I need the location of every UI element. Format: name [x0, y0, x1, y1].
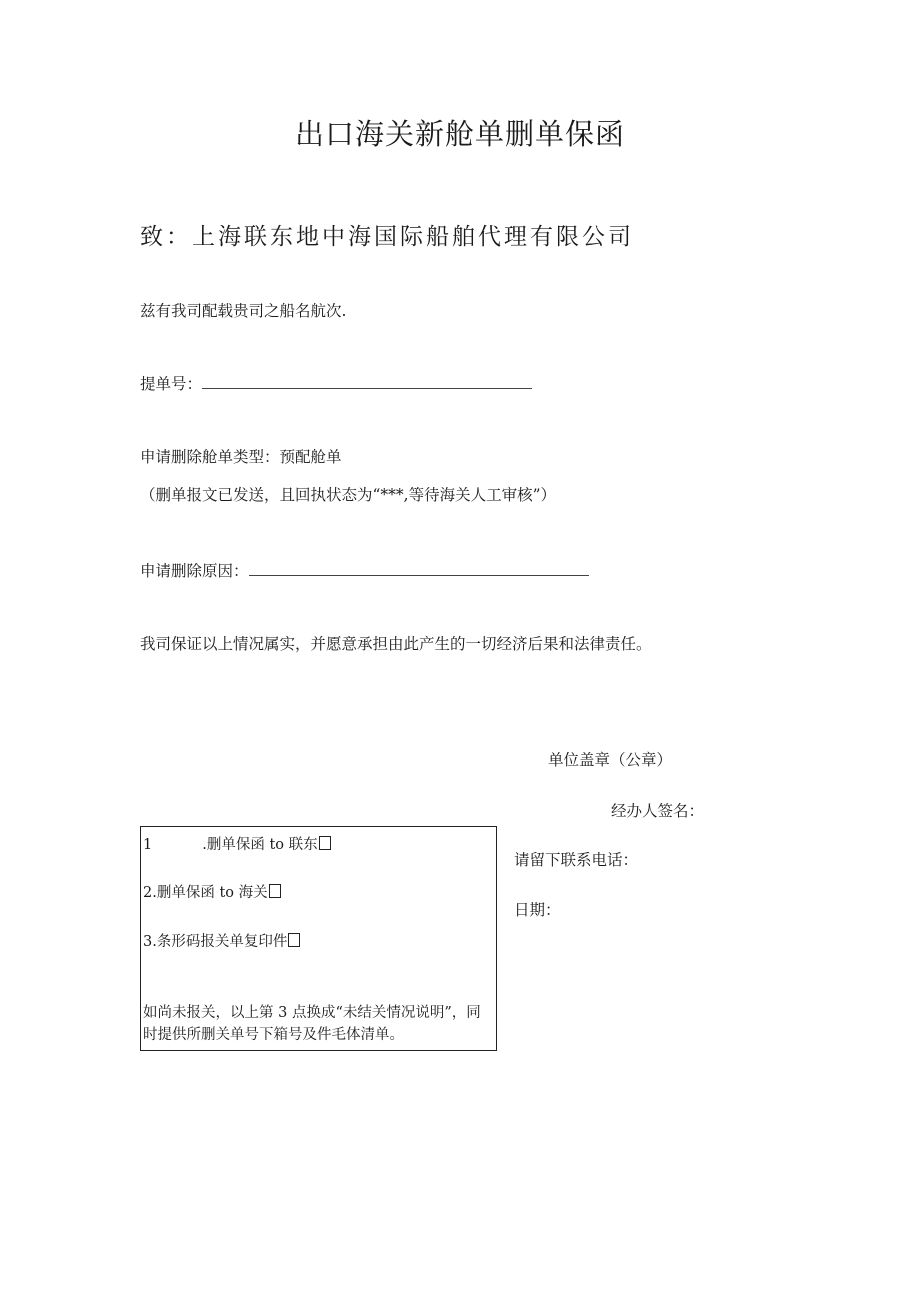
- phone-label: 请留下联系电话：: [514, 851, 639, 869]
- checklist-note: 如尚未报关，以上第 3 点换成“未结关情况说明”，同时提供所删关单号下箱号及件毛体清单。: [143, 1005, 481, 1043]
- delete-type-value: 预配舱单: [279, 448, 342, 466]
- signer-label: 经办人签名：: [611, 802, 705, 820]
- checklist-box: [140, 826, 497, 1051]
- recipient: 致：上海联东地中海国际船舶代理有限公司: [140, 224, 634, 250]
- checklist-item-2-label: 2.删单保函 to 海关: [143, 885, 268, 901]
- reason-label: 申请删除原因：: [140, 562, 249, 580]
- bill-number-label: 提单号：: [140, 375, 203, 393]
- checkbox-icon[interactable]: [269, 884, 281, 898]
- reason-row: [140, 559, 589, 581]
- delete-type-label: 申请删除舱单类型：: [140, 448, 280, 466]
- document-title: 出口海关新舱单删单保函: [294, 117, 625, 151]
- date-label: 日期：: [514, 901, 561, 919]
- status-note: （删单报文已发送，且回执状态为“***,等待海关人工审核”）: [140, 486, 557, 504]
- checklist-item-1-label: .删单保函 to 联东: [202, 837, 318, 853]
- guarantee-statement: 我司保证以上情况属实，并愿意承担由此产生的一切经济后果和法律责任。: [140, 635, 652, 653]
- bill-number-row: [140, 372, 532, 394]
- checkbox-icon[interactable]: [319, 836, 331, 850]
- reason-blank[interactable]: [249, 561, 589, 576]
- checklist-item-3: [143, 930, 300, 951]
- checkbox-icon[interactable]: [288, 933, 300, 947]
- checklist-item-1-number: 1: [143, 837, 153, 853]
- bill-number-blank[interactable]: [202, 374, 532, 389]
- seal-label: 单位盖章（公章）: [548, 751, 673, 769]
- intro-text: 兹有我司配载贵司之船名航次.: [140, 302, 347, 320]
- checklist-item-1: [143, 833, 331, 854]
- checklist-item-2: [143, 881, 281, 902]
- delete-type-row: [140, 445, 342, 467]
- checklist-item-3-label: 3.条形码报关单复印件: [143, 934, 288, 950]
